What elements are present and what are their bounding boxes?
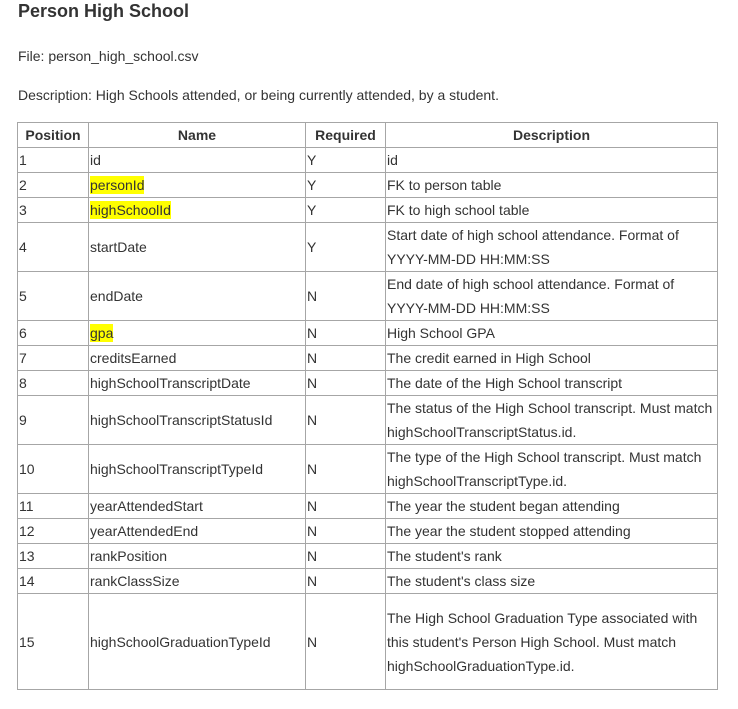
cell-position: 2 bbox=[18, 173, 89, 198]
cell-position: 5 bbox=[18, 272, 89, 321]
cell-required: N bbox=[306, 544, 386, 569]
cell-name bbox=[89, 494, 306, 519]
cell-position: 13 bbox=[18, 544, 89, 569]
table-row bbox=[18, 371, 718, 396]
table-row bbox=[18, 494, 718, 519]
field-name: highSchoolTranscriptTypeId bbox=[90, 461, 264, 477]
table-row bbox=[18, 321, 718, 346]
cell-name bbox=[89, 544, 306, 569]
cell-description: High School GPA bbox=[386, 321, 718, 346]
cell-position: 6 bbox=[18, 321, 89, 346]
cell-required: Y bbox=[306, 223, 386, 272]
cell-required: Y bbox=[306, 198, 386, 223]
cell-description: FK to high school table bbox=[386, 198, 718, 223]
cell-required: N bbox=[306, 371, 386, 396]
table-row bbox=[18, 272, 718, 321]
cell-name bbox=[89, 198, 306, 223]
cell-description: id bbox=[386, 148, 718, 173]
cell-description: Start date of high school attendance. Format of YYYY-MM-DD HH:MM:SS bbox=[386, 223, 718, 272]
cell-description: The year the student began attending bbox=[386, 494, 718, 519]
column-header-position: Position bbox=[18, 123, 89, 148]
schema-table-body bbox=[18, 148, 718, 690]
cell-required: Y bbox=[306, 173, 386, 198]
table-row bbox=[18, 198, 718, 223]
cell-name bbox=[89, 445, 306, 494]
cell-name bbox=[89, 173, 306, 198]
cell-description: The student's class size bbox=[386, 569, 718, 594]
cell-description: The High School Graduation Type associated with this student's Person High School. Must match highSchoolGraduationType.id. bbox=[386, 594, 718, 690]
cell-required: N bbox=[306, 396, 386, 445]
field-name: endDate bbox=[90, 288, 143, 304]
cell-name bbox=[89, 223, 306, 272]
field-name: yearAttendedStart bbox=[90, 498, 203, 514]
cell-name bbox=[89, 569, 306, 594]
column-header-required: Required bbox=[306, 123, 386, 148]
table-row bbox=[18, 173, 718, 198]
cell-name bbox=[89, 148, 306, 173]
cell-position: 3 bbox=[18, 198, 89, 223]
field-name: highSchoolGraduationTypeId bbox=[90, 633, 271, 650]
column-header-description: Description bbox=[386, 123, 718, 148]
schema-table-header bbox=[18, 123, 718, 148]
table-row bbox=[18, 445, 718, 494]
highlighted-field-name: personId bbox=[90, 177, 145, 193]
cell-required: N bbox=[306, 445, 386, 494]
cell-description: The student's rank bbox=[386, 544, 718, 569]
cell-name bbox=[89, 272, 306, 321]
cell-position: 12 bbox=[18, 519, 89, 544]
field-name: highSchoolTranscriptStatusId bbox=[90, 412, 273, 428]
cell-required: N bbox=[306, 494, 386, 519]
table-row bbox=[18, 569, 718, 594]
cell-position: 15 bbox=[18, 594, 89, 690]
cell-description: The year the student stopped attending bbox=[386, 519, 718, 544]
cell-required: N bbox=[306, 519, 386, 544]
field-name: rankPosition bbox=[90, 548, 168, 564]
cell-required: N bbox=[306, 346, 386, 371]
cell-description: End date of high school attendance. Format of YYYY-MM-DD HH:MM:SS bbox=[386, 272, 718, 321]
table-row bbox=[18, 396, 718, 445]
highlighted-field-name: highSchoolId bbox=[90, 202, 171, 218]
cell-description: The status of the High School transcript. Must match highSchoolTranscriptStatus.id. bbox=[386, 396, 718, 445]
table-row bbox=[18, 544, 718, 569]
table-row bbox=[18, 148, 718, 173]
page-title: Person High School bbox=[18, 1, 190, 21]
cell-name bbox=[89, 371, 306, 396]
cell-required: N bbox=[306, 569, 386, 594]
cell-required: Y bbox=[306, 148, 386, 173]
cell-required: N bbox=[306, 594, 386, 690]
cell-position: 1 bbox=[18, 148, 89, 173]
cell-name bbox=[89, 346, 306, 371]
field-name: rankClassSize bbox=[90, 573, 180, 589]
cell-required: N bbox=[306, 272, 386, 321]
cell-name bbox=[89, 396, 306, 445]
highlighted-field-name: gpa bbox=[90, 325, 114, 341]
cell-name bbox=[89, 519, 306, 544]
cell-description: The credit earned in High School bbox=[386, 346, 718, 371]
cell-position: 4 bbox=[18, 223, 89, 272]
cell-name bbox=[89, 594, 306, 690]
cell-position: 10 bbox=[18, 445, 89, 494]
field-name: yearAttendedEnd bbox=[90, 523, 199, 539]
table-row bbox=[18, 519, 718, 544]
field-name: startDate bbox=[90, 239, 147, 255]
cell-position: 7 bbox=[18, 346, 89, 371]
table-row bbox=[18, 223, 718, 272]
table-row bbox=[18, 594, 718, 690]
header-row bbox=[18, 123, 718, 148]
cell-description: The type of the High School transcript. Must match highSchoolTranscriptType.id. bbox=[386, 445, 718, 494]
field-name: creditsEarned bbox=[90, 350, 177, 366]
file-name-label: File: person_high_school.csv bbox=[18, 48, 199, 64]
field-name: id bbox=[90, 152, 101, 168]
cell-position: 11 bbox=[18, 494, 89, 519]
cell-position: 9 bbox=[18, 396, 89, 445]
table-description-label: Description: High Schools attended, or being currently attended, by a student. bbox=[18, 87, 499, 103]
column-header-name: Name bbox=[89, 123, 306, 148]
cell-required: N bbox=[306, 321, 386, 346]
field-name: highSchoolTranscriptDate bbox=[90, 375, 251, 391]
cell-description: The date of the High School transcript bbox=[386, 371, 718, 396]
schema-table bbox=[17, 122, 718, 690]
table-row bbox=[18, 346, 718, 371]
cell-name bbox=[89, 321, 306, 346]
cell-position: 14 bbox=[18, 569, 89, 594]
cell-position: 8 bbox=[18, 371, 89, 396]
cell-description: FK to person table bbox=[386, 173, 718, 198]
